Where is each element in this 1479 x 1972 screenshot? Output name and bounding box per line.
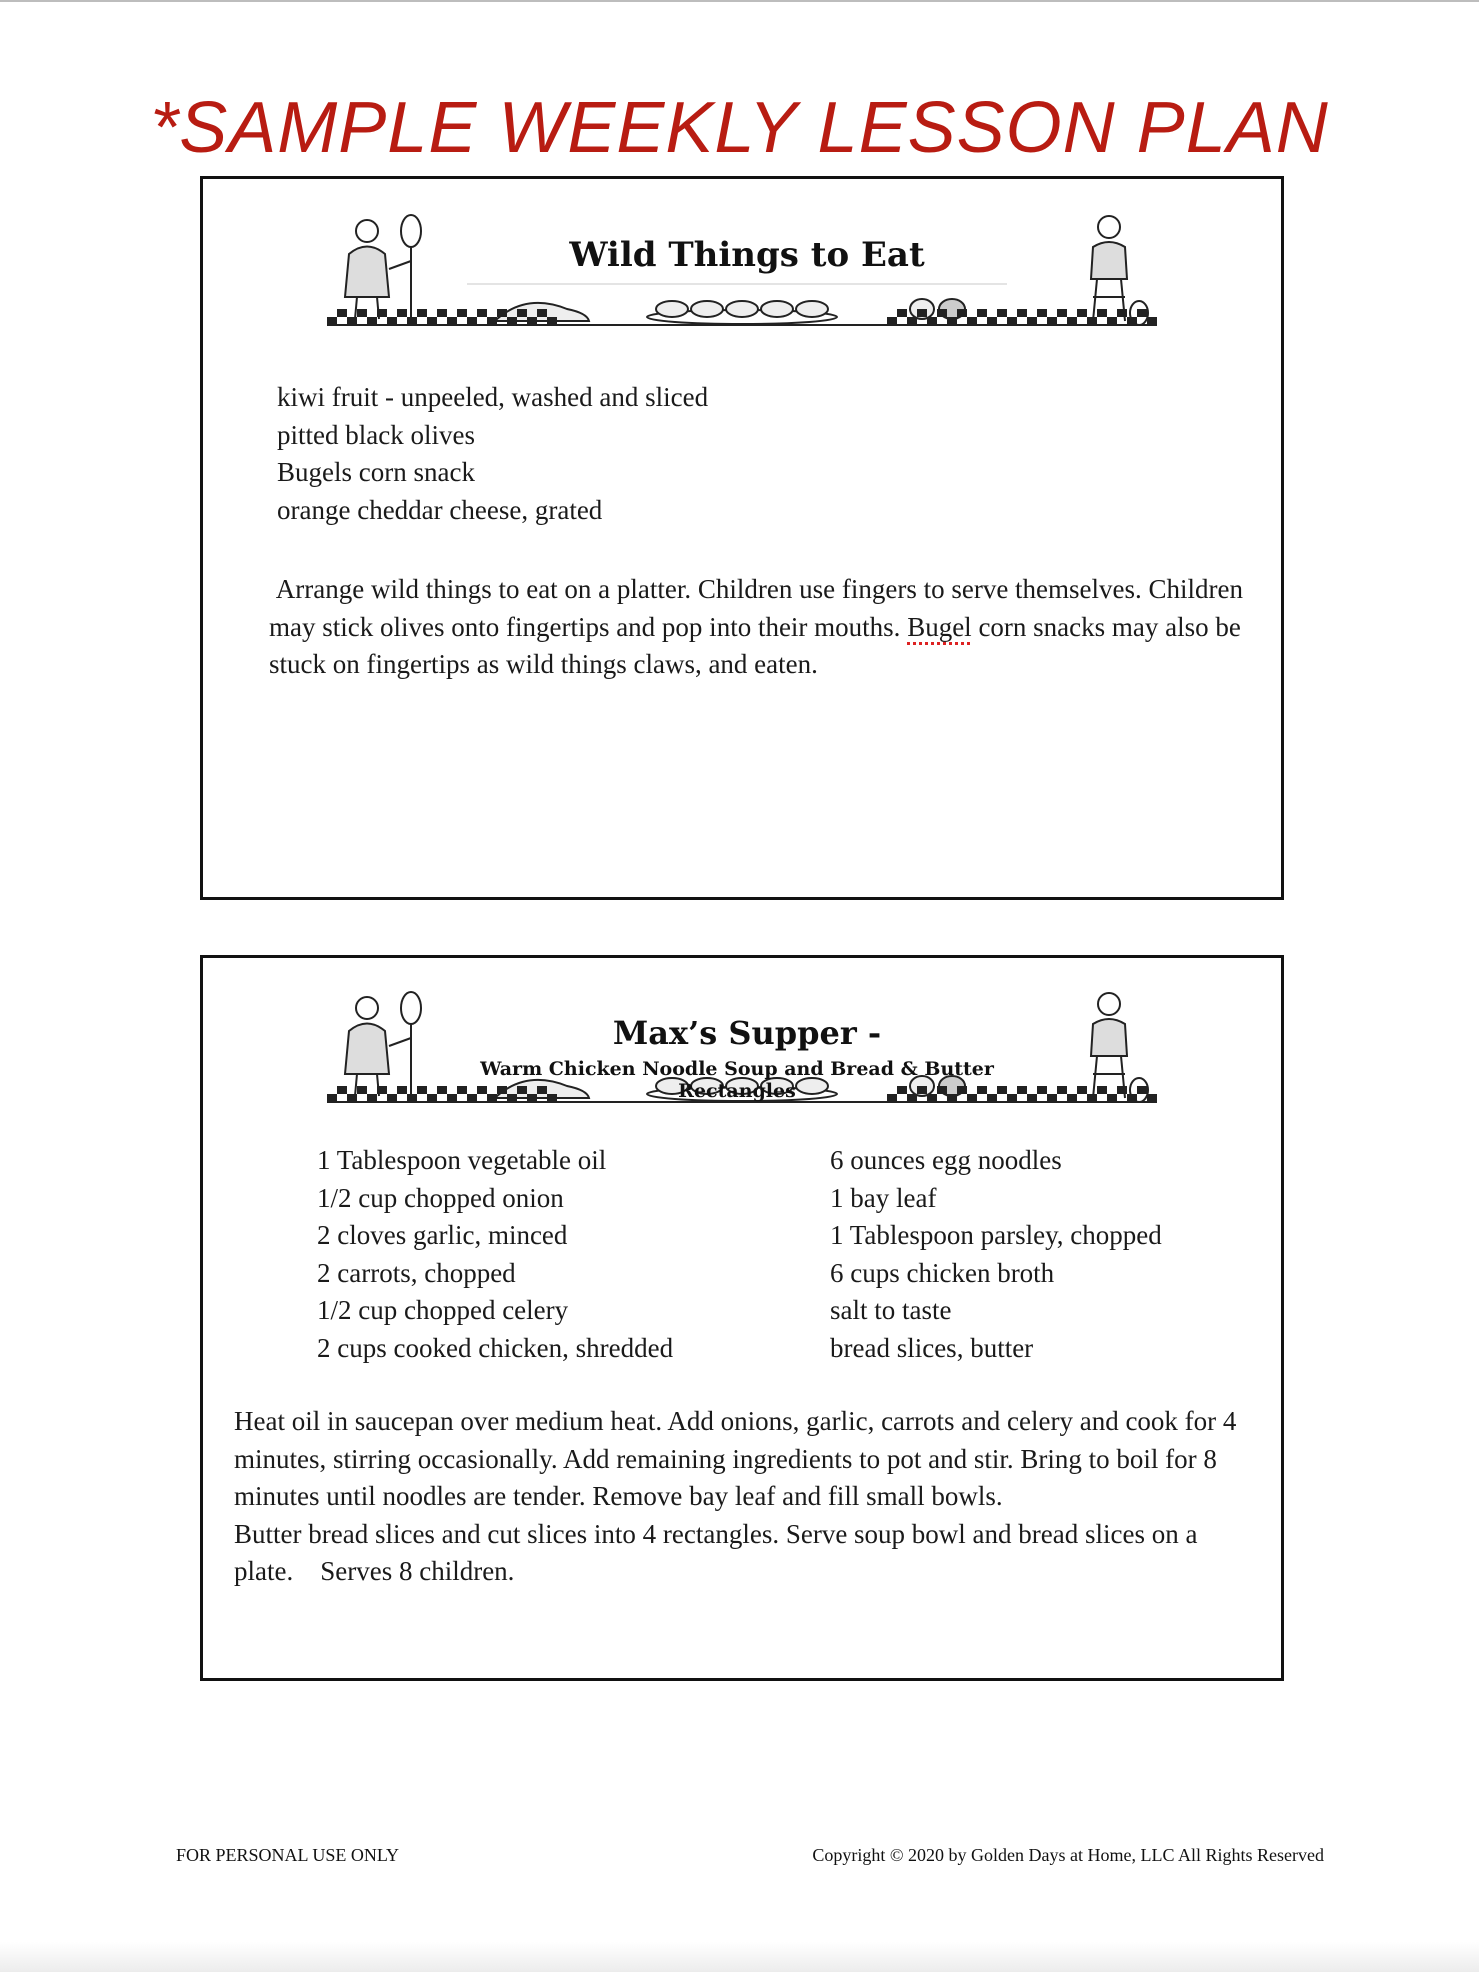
- ingredient-item: salt to taste: [830, 1295, 952, 1325]
- recipe-directions: [234, 1403, 1244, 1591]
- recipe-banner: [327, 986, 1157, 1116]
- ingredient-item: 1 bay leaf: [830, 1182, 937, 1213]
- servings-text: Serves 8 children.: [320, 1556, 515, 1586]
- ingredient-list: [277, 379, 708, 529]
- directions-text: corn snacks may also be stuck on fingertips as wild things claws, and eaten.: [269, 611, 1241, 679]
- ingredient-item: 2 carrots, chopped: [317, 1257, 516, 1288]
- ingredient-item: kiwi fruit - unpeeled, washed and sliced: [277, 382, 709, 412]
- ingredient-item: 1 Tablespoon parsley, chopped: [830, 1220, 1162, 1250]
- spellcheck-flagged-word[interactable]: Bugel: [907, 611, 972, 642]
- recipe-banner: [327, 209, 1157, 339]
- recipe-card-maxs-supper: [200, 955, 1284, 1681]
- ingredient-item: 1/2 cup chopped onion: [317, 1182, 564, 1213]
- directions-text: Heat oil in saucepan over medium heat. Add onions, garlic, carrots and celery and cook for 4 minutes, stirring occasionally. Add remaining ingredients to pot and stir. Bring to boil for 8 minutes until noodles are tender. Remove bay leaf and fill small bowls.: [234, 1406, 1237, 1511]
- recipe-title: Wild Things to Eat: [569, 235, 925, 275]
- footer-personal-use: FOR PERSONAL USE ONLY: [176, 1845, 400, 1865]
- page-title: *SAMPLE WEEKLY LESSON PLAN: [150, 88, 1329, 168]
- footer-copyright: Copyright © 2020 by Golden Days at Home, LLC All Rights Reserved: [812, 1845, 1324, 1865]
- ingredient-list-right: [830, 1142, 1162, 1367]
- directions-text: [234, 1516, 1244, 1591]
- ingredient-list-left: [317, 1142, 673, 1367]
- recipe-card-wild-things: [200, 176, 1284, 900]
- banner-rule: [467, 283, 1007, 285]
- recipe-subtitle: Warm Chicken Noodle Soup and Bread & Butter Rectangles: [480, 1058, 994, 1102]
- top-edge-line: [0, 0, 1479, 2]
- page-bottom-shade: [0, 1942, 1479, 1972]
- ingredient-item: 2 cloves garlic, minced: [317, 1220, 568, 1250]
- ingredient-item: 1 Tablespoon vegetable oil: [317, 1145, 607, 1175]
- ingredient-item: 2 cups cooked chicken, shredded: [317, 1332, 674, 1363]
- ingredient-item: 1/2 cup chopped celery: [317, 1295, 569, 1325]
- ingredient-item: 6 ounces egg noodles: [830, 1145, 1062, 1175]
- ingredient-item: bread slices, butter: [830, 1332, 1034, 1363]
- ingredient-item: pitted black olives: [277, 419, 475, 450]
- recipe-directions: [269, 571, 1249, 684]
- ingredient-item: 6 cups chicken broth: [830, 1257, 1055, 1288]
- directions-text: Arrange wild things to eat on a platter. Children use fingers to serve themselves. Children may stick olives onto fingertips and pop into their mouths.: [269, 574, 1244, 642]
- ingredient-item: orange cheddar cheese, grated: [277, 494, 603, 525]
- recipe-title: Max’s Supper -: [612, 1014, 882, 1052]
- directions-text-serve: Butter bread slices and cut slices into 4 rectangles. Serve soup bowl and bread slices on a plate.: [234, 1518, 1198, 1586]
- ingredient-item: Bugels corn snack: [277, 457, 475, 487]
